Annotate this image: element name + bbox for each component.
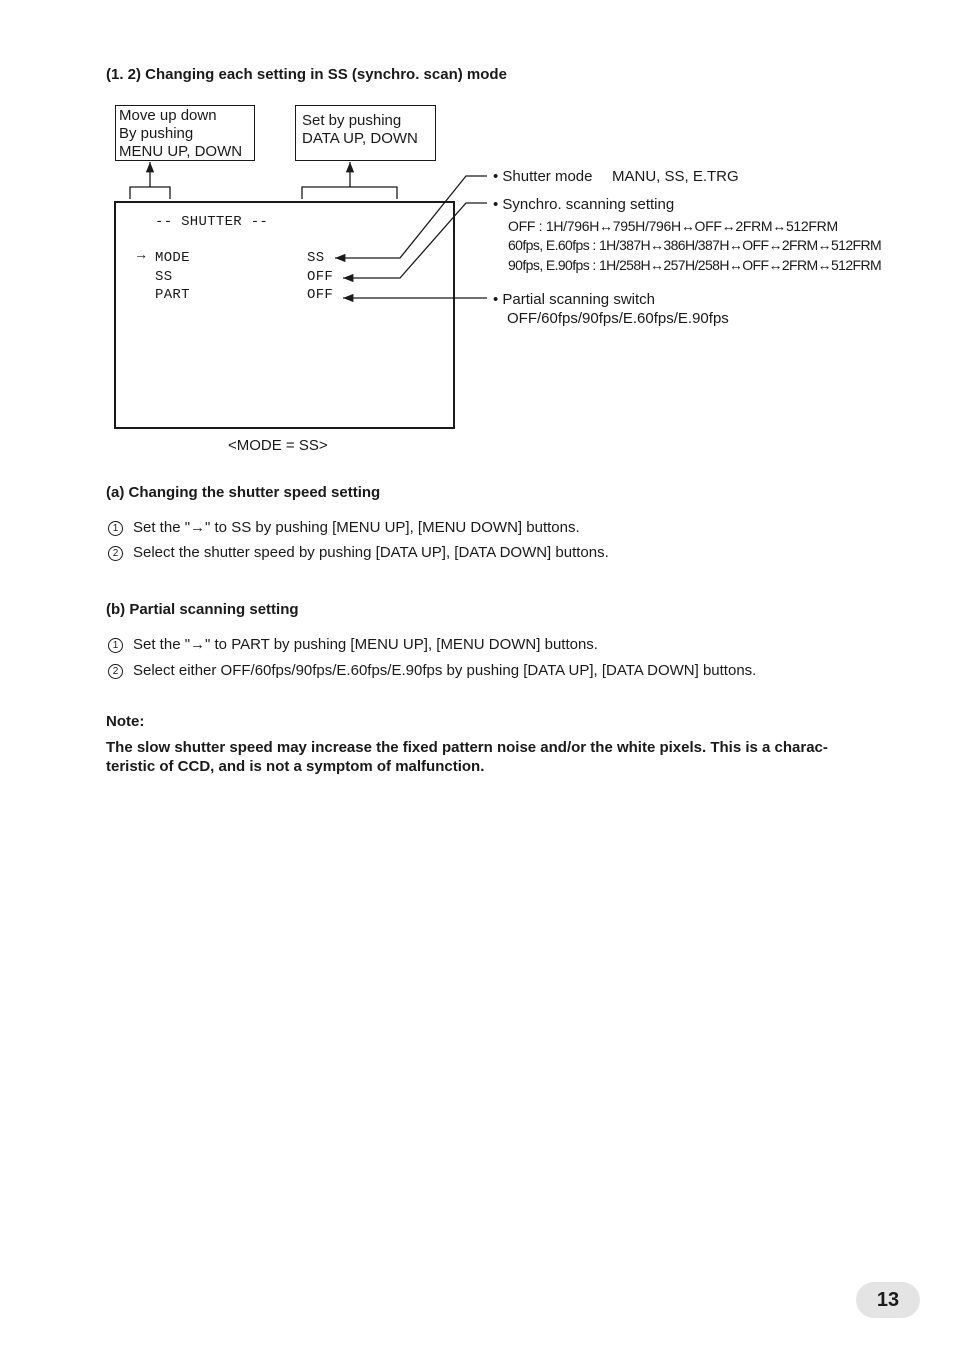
step-number-circle: 1 (108, 638, 123, 653)
synchro-leader (343, 203, 487, 278)
step-text: Select either OFF/60fps/90fps/E.60fps/E.90fps by pushing [DATA UP], [DATA DOWN] buttons. (133, 662, 757, 679)
menu-caption: <MODE = SS> (228, 437, 328, 454)
sub-b-step-2 (108, 662, 756, 679)
shutter-mode-leader (335, 176, 487, 258)
menu-cursor-arrow: → (137, 248, 146, 264)
synchro-line-2: 60fps, E.60fps : 1H/387H↔386H/387H↔OFF↔2FRM↔512FRM (508, 237, 882, 253)
sub-b-heading: (b) Partial scanning setting (106, 601, 299, 618)
note-label: Note: (106, 713, 145, 730)
callout-left-line-3: MENU UP, DOWN (119, 143, 243, 160)
menu-row-part-label: PART (155, 287, 190, 303)
synchro-label: • Synchro. scanning setting (493, 196, 675, 213)
shutter-mode-label: • Shutter mode (493, 168, 593, 185)
sub-a-heading: (a) Changing the shutter speed setting (106, 484, 381, 501)
menu-row-ss-value: OFF (307, 269, 334, 285)
sub-b-step-1 (108, 636, 598, 653)
note-line-2: teristic of CCD, and is not a symptom of malfunction. (106, 758, 485, 775)
partial-label: • Partial scanning switch (493, 291, 655, 308)
page-number-badge: 13 (856, 1282, 920, 1318)
partial-value: OFF/60fps/90fps/E.60fps/E.90fps (507, 310, 729, 327)
step-text: Set the "→" to PART by pushing [MENU UP], [MENU DOWN] buttons. (133, 636, 598, 653)
menu-row-mode-label: MODE (155, 250, 190, 266)
sub-a-step-1 (108, 519, 580, 536)
right-bracket (302, 187, 397, 199)
callout-left-line-1: Move up down (119, 107, 217, 124)
section-heading: (1. 2) Changing each setting in SS (synchro. scan) mode (106, 66, 507, 83)
menu-row-part-value: OFF (307, 287, 334, 303)
callout-right-line-1: Set by pushing (302, 112, 402, 129)
step-number-circle: 1 (108, 521, 123, 536)
left-bracket (130, 187, 170, 199)
callout-right-line-2: DATA UP, DOWN (302, 130, 418, 147)
callout-left-line-2: By pushing (119, 125, 194, 142)
synchro-line-1: OFF : 1H/796H↔795H/796H↔OFF↔2FRM↔512FRM (508, 218, 838, 234)
sub-a-step-2 (108, 544, 609, 561)
step-text: Select the shutter speed by pushing [DATA UP], [DATA DOWN] buttons. (133, 544, 609, 561)
shutter-mode-value: MANU, SS, E.TRG (612, 168, 739, 185)
step-number-circle: 2 (108, 546, 123, 561)
step-number-circle: 2 (108, 664, 123, 679)
step-text: Set the "→" to SS by pushing [MENU UP], [MENU DOWN] buttons. (133, 519, 580, 536)
synchro-line-3: 90fps, E.90fps : 1H/258H↔257H/258H↔OFF↔2FRM↔512FRM (508, 257, 882, 273)
menu-title: -- SHUTTER -- (155, 214, 269, 230)
menu-row-ss-label: SS (155, 269, 173, 285)
menu-row-mode-value: SS (307, 250, 325, 266)
note-line-1: The slow shutter speed may increase the fixed pattern noise and/or the white pixels. This is a charac- (106, 739, 828, 756)
